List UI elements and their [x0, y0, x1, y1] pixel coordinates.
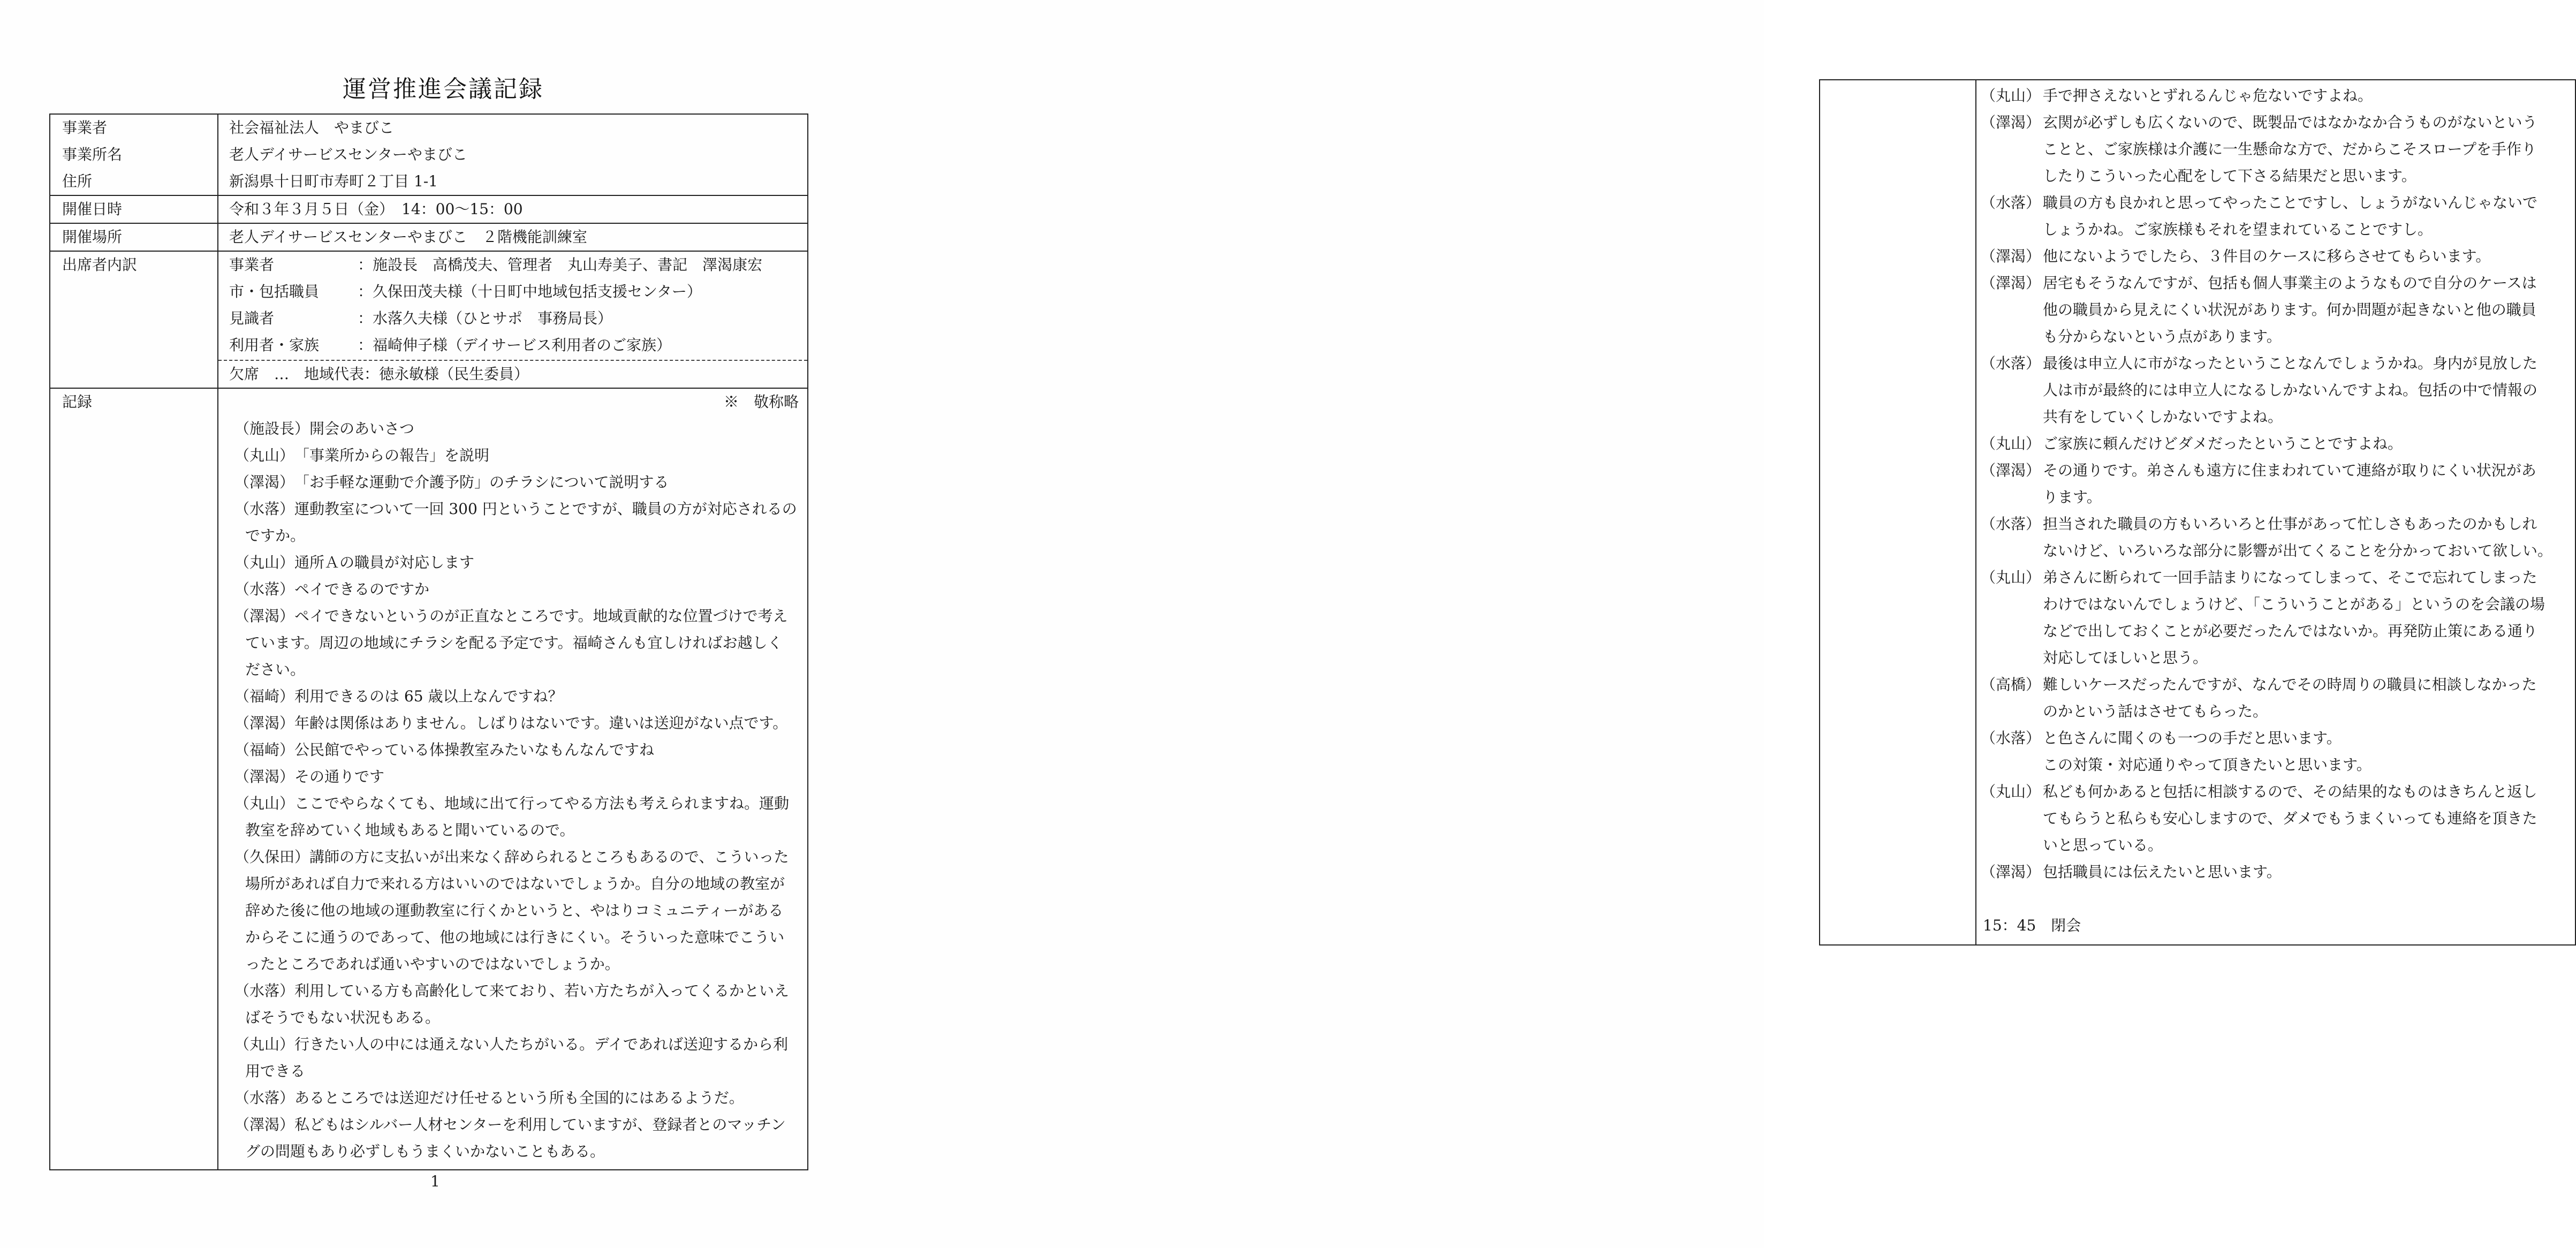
utterance-line: 「お手軽な運動で介護予防」のチラシについて説明する	[294, 473, 669, 491]
page-number: 1	[430, 1173, 440, 1190]
record-entry	[234, 1111, 799, 1138]
utterance-text	[2043, 671, 2570, 725]
utterance-text	[2043, 82, 2570, 109]
utterance-line: その通りです	[294, 768, 385, 785]
utterance-line: わけではないんでしょうけど、「こういうことがある」というのを会議の場	[2043, 595, 2545, 613]
speaker-name: （丸山）	[1981, 435, 2041, 452]
speaker-name: （丸山）	[234, 447, 295, 464]
utterance-text	[2043, 190, 2570, 243]
office-label: 事業所名	[62, 146, 123, 163]
utterance-line: 手で押さえないとずれるんじゃ危ないですよね。	[2043, 87, 2373, 104]
record-body-continued	[1976, 80, 2575, 945]
utterance-line: 居宅もそうなんですが、包括も個人事業主のようなもので自分のケースは	[2043, 274, 2537, 292]
record-entry	[1981, 350, 2570, 430]
attendee-names: ：福崎伸子様（デイサービス利用者のご家族）	[358, 336, 672, 354]
speaker-name: （福崎）	[234, 741, 295, 759]
speaker-name: （高橋）	[1981, 676, 2041, 693]
utterance-line: 対応してほしいと思う。	[2043, 649, 2208, 667]
record-row	[50, 388, 808, 1170]
utterance-line: その通りです。弟さんも遠方に住まわれていて連絡が取りにくい状況があ	[2043, 462, 2536, 479]
record-entry	[234, 1085, 799, 1111]
utterance-line: ことと、ご家族様は介護に一生懸命な方で、だからこそスロープを手作り	[2043, 140, 2537, 158]
record-label: 記録	[50, 388, 218, 1170]
place-row	[50, 223, 808, 251]
record-entry	[234, 576, 799, 603]
utterance-line: 通所Ａの職員が対応します	[294, 554, 475, 571]
attendee-names: ：水落久夫様（ひとサポ 事務局長）	[358, 309, 613, 327]
speaker-name: （澤渴）	[1981, 274, 2041, 292]
utterance-text	[2043, 778, 2570, 859]
record-continuation-row	[1820, 80, 2575, 945]
page-title: 運営推進会議記録	[343, 75, 544, 103]
record-entry	[234, 1031, 799, 1058]
speaker-name: （丸山）	[1981, 783, 2041, 800]
speaker-name: （丸山）	[1981, 569, 2041, 586]
utterance-line: 運動教室について一回 300 円ということですが、職員の方が対応されるの	[294, 500, 797, 518]
speaker-name: （澤渴）	[1981, 863, 2041, 881]
utterance-text	[2043, 109, 2570, 190]
attendee-row	[229, 305, 807, 332]
record-entry	[234, 737, 799, 763]
utterance-line: したりこういった心配をして下さる結果だと思います。	[2043, 167, 2416, 185]
utterance-line: ペイできるのですか	[294, 580, 430, 598]
utterance-line: 場所があれば自力で来れる方はいいのではないでしょうか。自分の地域の教室が	[245, 875, 785, 892]
utterance-line: 担当された職員の方もいろいろと仕事があって忙しさもあったのかもしれ	[2043, 515, 2537, 533]
utterance-line: 他にないようでしたら、３件目のケースに移らさせてもらいます。	[2043, 247, 2491, 265]
utterance-text	[2043, 350, 2570, 430]
speaker-name: （澤渴）	[234, 1116, 295, 1133]
utterance-line: ります。	[2043, 488, 2102, 506]
speaker-name: （丸山）	[234, 795, 295, 812]
utterance-line: グの問題もあり必ずしもうまくいかないこともある。	[245, 1143, 605, 1160]
date-value: 令和３年３月５日（金） 14：00～15：00	[218, 195, 808, 223]
attendee-names: ：久保田茂夫様（十日町中地域包括支援センター）	[358, 283, 702, 300]
speaker-name: （澤渴）	[234, 768, 295, 785]
utterance-line: ですか。	[245, 527, 306, 544]
speaker-name: （水落）	[1981, 729, 2041, 747]
date-row	[50, 195, 808, 223]
attendees-row	[50, 251, 808, 388]
attendee-role: 事業者	[229, 256, 275, 274]
record-label-cell-empty	[1820, 80, 1976, 945]
attendees-list	[218, 251, 808, 388]
attendee-role: 利用者・家族	[229, 336, 320, 354]
right-page	[882, 0, 2553, 1248]
utterance-line: 玄関が必ずしも広くないので、既製品ではなかなか合うものがないという	[2043, 114, 2537, 131]
attendee-row	[229, 278, 807, 305]
record-entry	[234, 844, 799, 871]
attendee-row	[229, 252, 807, 278]
record-entry	[234, 469, 799, 496]
utterance-line: 講師の方に支払いが出来なく辞められるところもあるので、こういった	[309, 848, 789, 866]
operator-label: 事業者	[62, 119, 108, 137]
place-label: 開催場所	[50, 223, 218, 251]
utterance-line: ています。周辺の地域にチラシを配る予定です。福崎さんも宜しければお越しく	[245, 634, 783, 652]
utterance-text	[2043, 511, 2570, 564]
org-values	[218, 114, 808, 195]
record-entry	[1981, 430, 2570, 457]
utterance-line: 年齢は関係はありません。しばりはないです。違いは送迎がない点です。	[294, 714, 788, 732]
office-value: 老人デイサービスセンターやまびこ	[229, 146, 467, 163]
speaker-name: （澤渴）	[1981, 247, 2041, 265]
utterance-line: 最後は申立人に市がなったということなんでしょうかね。身内が見放した	[2043, 354, 2538, 372]
utterance-line: ったところであれば通いやすいのではないでしょうか。	[245, 955, 620, 973]
utterance-line: 他の職員から見えにくい状況があります。何か問題が起きないと他の職員	[2043, 301, 2536, 319]
record-entry	[234, 683, 799, 710]
utterance-line: も分からないという点があります。	[2043, 328, 2282, 345]
record-entry	[1981, 778, 2570, 859]
utterance-line: 人は市が最終的には申立人になるしかないんですよね。包括の中で情報の	[2043, 381, 2538, 399]
speaker-name: （澤渴）	[234, 714, 295, 732]
attendees-label: 出席者内訳	[50, 251, 218, 388]
speaker-name: （澤渴）	[234, 473, 295, 491]
utterance-text	[2043, 564, 2570, 671]
utterance-line: 「事業所からの報告」を説明	[294, 447, 490, 464]
absent-note: 欠席 … 地域代表：徳永敏様（民生委員）	[229, 365, 529, 383]
utterance-line: と色さんに聞くのも一つの手だと思います。	[2043, 729, 2342, 747]
record-entry	[1981, 109, 2570, 190]
utterance-line: ないけど、いろいろな部分に影響が出てくることを分かっておいて欲しい。	[2043, 542, 2553, 559]
speaker-name: （水落）	[1981, 354, 2041, 372]
utterance-text	[2043, 725, 2570, 778]
record-entry	[1981, 457, 2570, 511]
utterance-line: からそこに通うのであって、他の地域には行きにくい。そういった意味でこうい	[245, 928, 785, 946]
utterance-text	[2043, 270, 2570, 350]
speaker-name: （水落）	[234, 500, 295, 518]
record-entry	[234, 603, 799, 630]
utterance-line: 私どもはシルバー人材センターを利用していますが、登録者とのマッチン	[294, 1116, 786, 1133]
address-value: 新潟県十日町市寿町２丁目 1-1	[229, 172, 438, 190]
utterance-line: 難しいケースだったんですが、なんでその時周りの職員に相談しなかった	[2043, 676, 2537, 693]
record-entry	[234, 549, 799, 576]
record-entry	[1981, 243, 2570, 270]
org-labels	[50, 114, 218, 195]
speaker-name: （水落）	[1981, 194, 2041, 211]
utterance-line: 私ども何かあると包括に相談するので、その結果的なものはきちんと返し	[2043, 783, 2537, 800]
record-entry	[1981, 190, 2570, 243]
record-entry	[234, 442, 799, 469]
speaker-name: （水落）	[1981, 515, 2041, 533]
record-entry	[234, 496, 799, 523]
speaker-name: （水落）	[234, 580, 295, 598]
attendee-names: ：施設長 高橋茂夫、管理者 丸山寿美子、書記 澤渴康宏	[358, 256, 763, 274]
record-entries-right	[1981, 82, 2570, 886]
utterance-line: などで出しておくことが必要だったんではないか。再発防止策にある通り	[2043, 622, 2538, 640]
record-entry	[1981, 859, 2570, 886]
utterance-text	[2043, 430, 2570, 457]
speaker-name: （丸山）	[234, 554, 295, 571]
utterance-text	[2043, 457, 2570, 511]
speaker-name: （澤渴）	[1981, 462, 2041, 479]
utterance-line: あるところでは送迎だけ任せるという所も全国的にはあるようだ。	[294, 1089, 744, 1107]
speaker-name: （澤渴）	[234, 607, 295, 625]
left-page	[0, 0, 882, 1248]
utterance-line: 開会のあいさつ	[309, 420, 415, 437]
utterance-line: 辞めた後に他の地域の運動教室に行くかというと、やはりコミュニティーがある	[245, 902, 784, 919]
speaker-name: （福崎）	[234, 687, 295, 705]
utterance-line: のかという話はさせてもらった。	[2043, 702, 2268, 720]
utterance-text	[2043, 243, 2570, 270]
record-entry	[1981, 725, 2570, 778]
operator-value: 社会福祉法人 やまびこ	[229, 119, 395, 137]
speaker-name: （久保田）	[234, 848, 310, 866]
address-label: 住所	[62, 172, 93, 190]
record-entry	[1981, 564, 2570, 671]
attendee-role: 市・包括職員	[229, 283, 320, 300]
speaker-name: （施設長）	[234, 420, 310, 437]
utterance-line: 包括職員には伝えたいと思います。	[2043, 863, 2282, 881]
attendee-role: 見識者	[229, 309, 275, 327]
utterance-line: ペイできないというのが正直なところです。地域貢献的な位置づけで考え	[294, 607, 788, 625]
utterance-line: ここでやらなくても、地域に出て行ってやる方法も考えられますね。運動	[294, 795, 790, 812]
utterance-line: 教室を辞めていく地域もあると聞いているので。	[245, 821, 575, 839]
record-entry	[1981, 82, 2570, 109]
utterance-line: 行きたい人の中には通えない人たちがいる。デイであれば送迎するから利	[294, 1035, 789, 1053]
utterance-line: 職員の方も良かれと思ってやったことですし、しょうがないんじゃないで	[2043, 194, 2538, 211]
record-entry	[234, 978, 799, 1004]
utterance-line: 公民館でやっている体操教室みたいなもんなんですね	[294, 741, 655, 759]
utterance-line: ださい。	[245, 661, 306, 678]
record-entry	[234, 710, 799, 737]
record-continuation-table	[1819, 79, 2576, 946]
record-entry	[1981, 671, 2570, 725]
meeting-info-table	[49, 114, 808, 1170]
utterance-line: 弟さんに断られて一回手詰まりになってしまって、そこで忘れてしまった	[2043, 569, 2537, 586]
record-entry	[1981, 511, 2570, 564]
speaker-name: （丸山）	[234, 1035, 295, 1053]
record-entry	[1981, 270, 2570, 350]
record-entries-left	[234, 415, 799, 1165]
utterance-line: ばそうでもない状況もある。	[245, 1009, 441, 1026]
record-entry	[234, 790, 799, 817]
closing-time: 15：45 閉会	[1983, 917, 2081, 934]
place-value: 老人デイサービスセンターやまびこ ２階機能訓練室	[218, 223, 808, 251]
utterance-line: ご家族に頼んだけどダメだったということですよね。	[2043, 435, 2403, 452]
utterance-line: 利用できるのは 65 歳以上なんですね？	[294, 687, 563, 705]
speaker-name: （丸山）	[1981, 87, 2041, 104]
org-block	[50, 114, 808, 195]
utterance-line: てもらうと私らも安心しますので、ダメでもうまくいっても連絡を頂きた	[2043, 810, 2537, 827]
utterance-line: 利用している方も高齢化して来ており、若い方たちが入ってくるかといえ	[294, 982, 790, 1000]
speaker-name: （水落）	[234, 1089, 295, 1107]
utterance-line: 共有をしていくしかないですよね。	[2043, 408, 2283, 426]
utterance-line: いと思っている。	[2043, 836, 2163, 854]
utterance-line: しょうかね。ご家族様もそれを望まれていることですし。	[2043, 221, 2433, 238]
speaker-name: （水落）	[234, 982, 295, 1000]
record-entry	[234, 415, 799, 442]
speaker-name: （澤渴）	[1981, 114, 2041, 131]
attendee-row	[229, 332, 807, 359]
utterance-line: 用できる	[245, 1062, 306, 1080]
honorific-note: ※ 敬称略	[723, 393, 799, 411]
record-entry	[234, 763, 799, 790]
record-body	[218, 388, 808, 1170]
date-label: 開催日時	[50, 195, 218, 223]
utterance-text	[2043, 859, 2570, 886]
utterance-line: この対策・対応通りやって頂きたいと思います。	[2043, 756, 2372, 774]
